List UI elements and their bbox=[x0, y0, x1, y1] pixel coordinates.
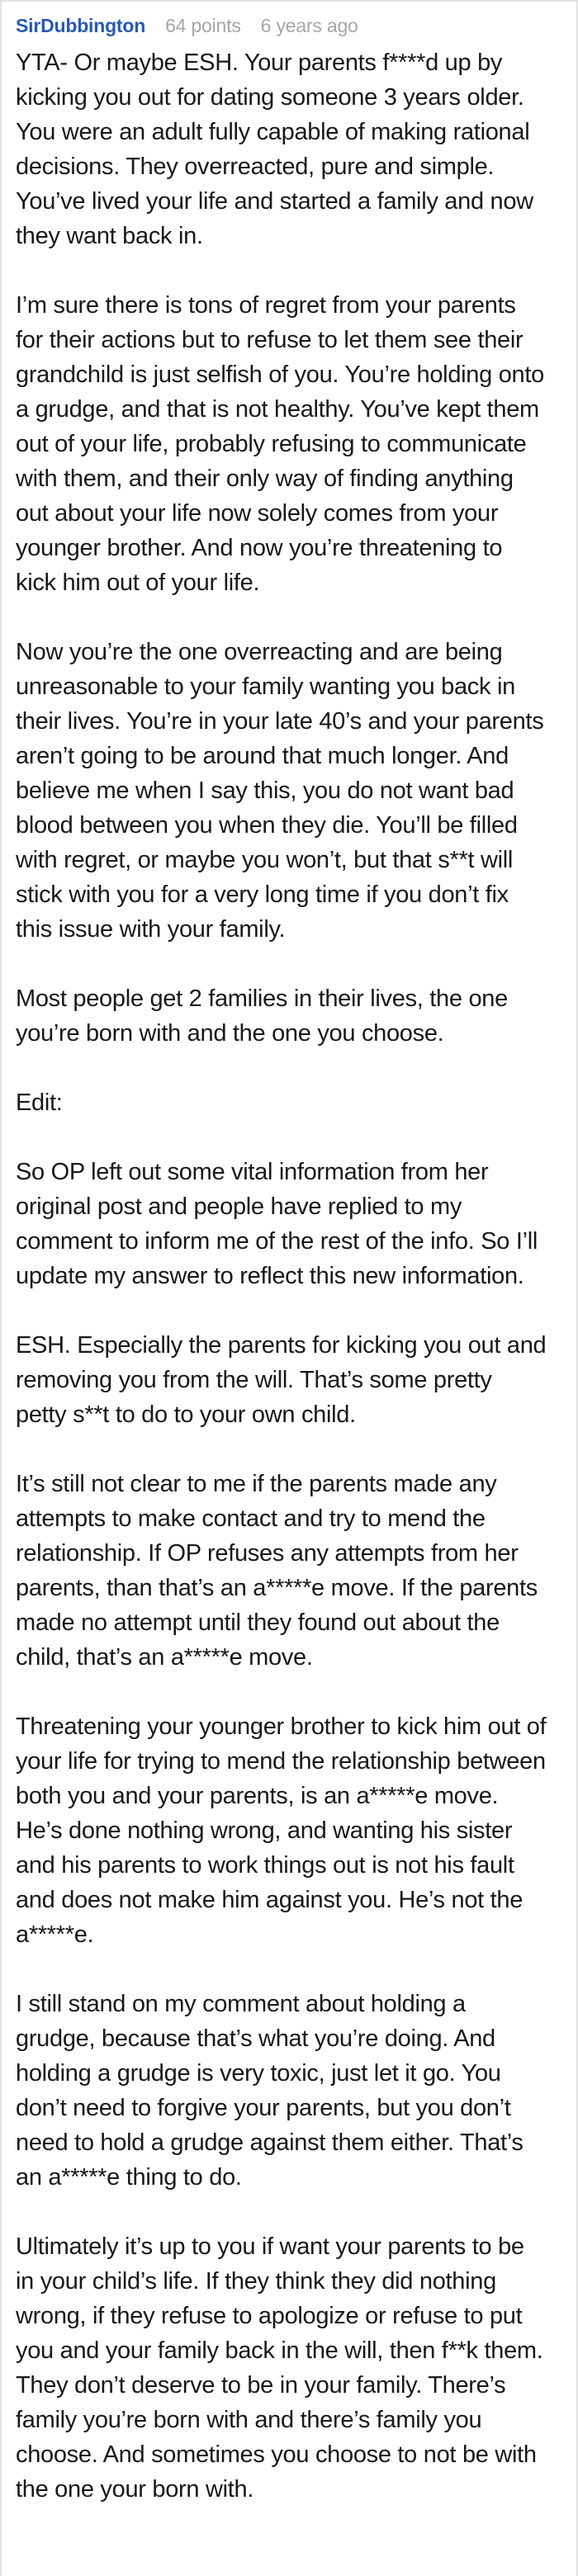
comment-paragraph: It’s still not clear to me if the parents made any attempts to make contact and try to mend the relationship. If OP refuses any attempts from her parents, than that’s an a*****e move. If the parents made no attempt until they found out about the child, that’s an a*****e move. bbox=[16, 1471, 538, 1671]
comment-paragraph: I’m sure there is tons of regret from your parents for their actions but to refuse to let them see their grandchild is just selfish of you. You’re holding onto a grudge, and that is not healthy. You’ve kept them out of your life, probably refusing to communicate with them, and their only way of finding anything out about your life now solely comes from your younger brother. And now you’re threatening to kick him out of your life. bbox=[16, 292, 544, 596]
comment-paragraph: ESH. Especially the parents for kicking you out and removing you from the will. That’s some pretty petty s**t to do to your own child. bbox=[16, 1332, 547, 1428]
comment-paragraph: So OP left out some vital information from her original post and people have replied to my comment to inform me of the rest of the info. So I’ll update my answer to reflect this new information. bbox=[16, 1159, 538, 1289]
comment-paragraph: Most people get 2 families in their lives, the one you’re born with and the one you choose. bbox=[16, 985, 508, 1047]
comment-header bbox=[16, 15, 547, 37]
comment-paragraph: Threatening your younger brother to kick him out of your life for trying to mend the relationship between both you and your parents, is an a*****e move. He’s done nothing wrong, and wanting his sister and his parents to work things out is not his fault and does not make him against you. He’s not the a*****e. bbox=[16, 1713, 547, 1948]
comment-paragraph: I still stand on my comment about holding a grudge, because that’s what you’re doing. And holding a grudge is very toxic, just let it go. You don’t need to forgive your parents, but you don’t need to hold a grudge against them either. That’s an a*****e thing to do. bbox=[16, 1991, 524, 2191]
comment-paragraph: Ultimately it’s up to you if want your parents to be in your child’s life. If they think they did nothing wrong, if they refuse to apologize or refuse to put you and your family back in the will, then f**k them. They don’t deserve to be in your family. There’s family you’re born with and there’s family you choose. And sometimes you choose to not be with the one your born with. bbox=[16, 2233, 543, 2503]
comment-author-link[interactable]: SirDubbington bbox=[16, 15, 146, 36]
comment-body bbox=[16, 45, 547, 2507]
comment-timestamp: 6 years ago bbox=[260, 15, 358, 36]
comment-points: 64 points bbox=[165, 15, 241, 36]
comment-paragraph: YTA- Or maybe ESH. Your parents f****d up by kicking you out for dating someone 3 years older. You were an adult fully capable of making rational decisions. They overreacted, pure and simple. You’ve lived your life and started a family and now they want back in. bbox=[16, 50, 533, 249]
comment-paragraph: Edit: bbox=[16, 1089, 63, 1116]
comment-paragraph: Now you’re the one overreacting and are being unreasonable to your family wanting you back in their lives. You’re in your late 40’s and your parents aren’t going to be around that much longer. And believe me when I say this, you do not want bad blood between you when they die. You’ll be filled with regret, or maybe you won’t, but that s**t will stick with you for a very long time if you don’t fix this issue with your family. bbox=[16, 639, 544, 943]
